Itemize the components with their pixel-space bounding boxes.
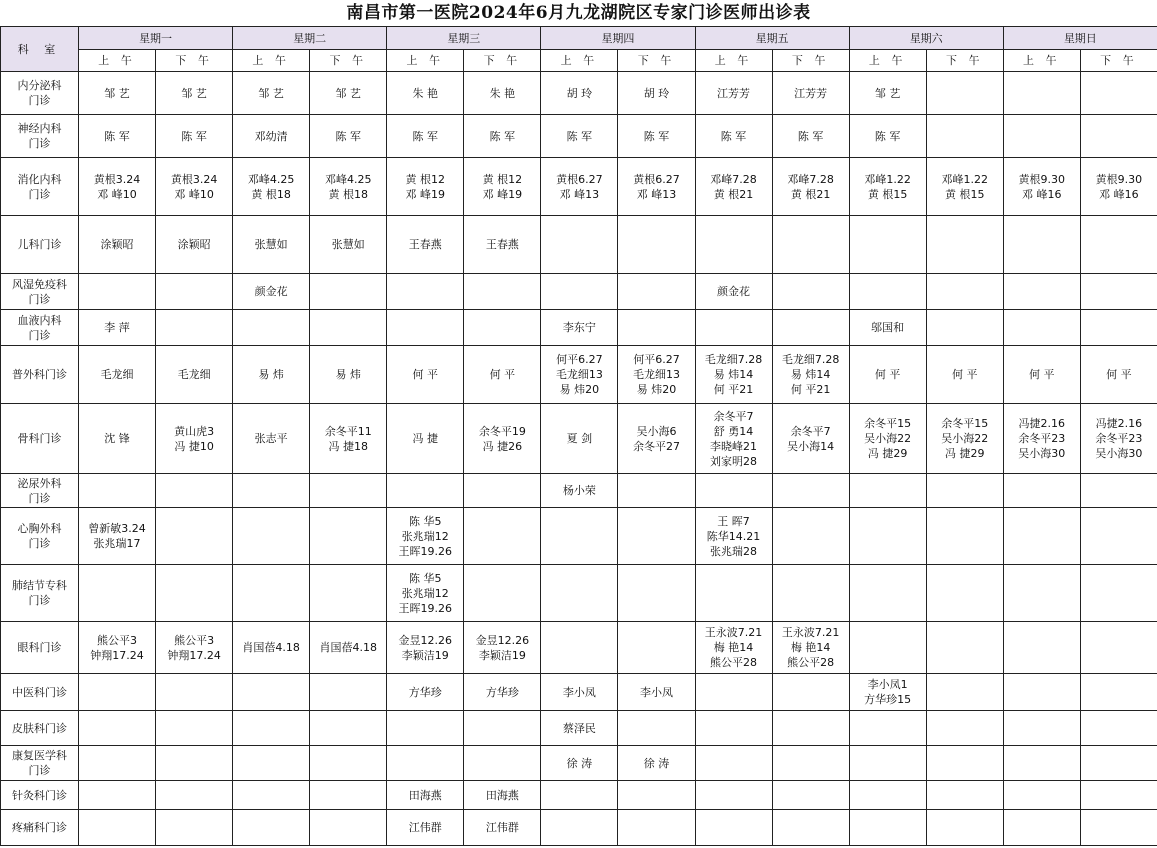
table-row <box>1 674 1157 711</box>
doctor-cell <box>618 810 695 846</box>
doctor-cell <box>233 565 310 622</box>
doctor-cell: 邓峰1.22 黄 根15 <box>849 158 926 216</box>
doctor-cell <box>541 565 618 622</box>
doctor-cell: 邓幼清 <box>233 115 310 158</box>
doctor-cell: 陈 军 <box>618 115 695 158</box>
doctor-cell: 王永波7.21 梅 艳14 熊公平28 <box>695 622 772 674</box>
doctor-cell <box>618 274 695 310</box>
afternoon-header: 下 午 <box>926 50 1003 72</box>
day-header: 星期一 <box>79 27 233 50</box>
doctor-cell: 田海燕 <box>464 781 541 810</box>
doctor-cell <box>618 622 695 674</box>
doctor-cell <box>1003 622 1080 674</box>
doctor-cell <box>618 216 695 274</box>
table-row <box>1 711 1157 746</box>
afternoon-header: 下 午 <box>156 50 233 72</box>
doctor-cell <box>541 810 618 846</box>
doctor-cell: 张慧如 <box>310 216 387 274</box>
doctor-cell <box>233 781 310 810</box>
doctor-cell <box>926 310 1003 346</box>
table-row <box>1 115 1157 158</box>
doctor-cell <box>695 310 772 346</box>
doctor-cell: 易 炜 <box>310 346 387 404</box>
department-cell: 骨科门诊 <box>1 404 79 474</box>
doctor-cell: 江伟群 <box>464 810 541 846</box>
doctor-cell <box>79 674 156 711</box>
doctor-cell <box>464 508 541 565</box>
doctor-cell <box>772 216 849 274</box>
doctor-cell <box>1003 746 1080 781</box>
table-row <box>1 474 1157 508</box>
schedule-table <box>0 26 1157 846</box>
doctor-cell: 沈 锋 <box>79 404 156 474</box>
doctor-cell: 余冬平11 冯 捷18 <box>310 404 387 474</box>
doctor-cell: 冯捷2.16 余冬平23 吴小海30 <box>1003 404 1080 474</box>
doctor-cell: 金昱12.26 李颖洁19 <box>387 622 464 674</box>
table-row <box>1 310 1157 346</box>
department-cell: 神经内科 门诊 <box>1 115 79 158</box>
doctor-cell: 朱 艳 <box>464 72 541 115</box>
doctor-cell: 熊公平3 钟翔17.24 <box>156 622 233 674</box>
doctor-cell <box>926 508 1003 565</box>
table-row <box>1 746 1157 781</box>
doctor-cell: 徐 涛 <box>541 746 618 781</box>
doctor-cell <box>79 711 156 746</box>
doctor-cell: 陈 军 <box>772 115 849 158</box>
doctor-cell <box>772 310 849 346</box>
doctor-cell <box>79 274 156 310</box>
morning-header: 上 午 <box>849 50 926 72</box>
doctor-cell <box>772 508 849 565</box>
doctor-cell: 毛龙细7.28 易 炜14 何 平21 <box>772 346 849 404</box>
doctor-cell <box>156 810 233 846</box>
doctor-cell: 胡 玲 <box>541 72 618 115</box>
doctor-cell <box>1080 474 1157 508</box>
doctor-cell <box>849 216 926 274</box>
doctor-cell <box>1080 711 1157 746</box>
doctor-cell <box>310 781 387 810</box>
doctor-cell: 余冬平7 吴小海14 <box>772 404 849 474</box>
doctor-cell <box>310 274 387 310</box>
doctor-cell <box>926 781 1003 810</box>
doctor-cell <box>156 711 233 746</box>
morning-header: 上 午 <box>233 50 310 72</box>
doctor-cell: 黄根9.30 邓 峰16 <box>1003 158 1080 216</box>
doctor-cell: 李小凤1 方华珍15 <box>849 674 926 711</box>
doctor-cell: 毛龙细 <box>156 346 233 404</box>
doctor-cell: 陈 军 <box>849 115 926 158</box>
doctor-cell <box>233 746 310 781</box>
doctor-cell: 李 萍 <box>79 310 156 346</box>
doctor-cell <box>618 508 695 565</box>
doctor-cell: 涂颖昭 <box>156 216 233 274</box>
doctor-cell <box>233 508 310 565</box>
doctor-cell <box>541 274 618 310</box>
doctor-cell <box>1003 474 1080 508</box>
doctor-cell <box>1080 781 1157 810</box>
doctor-cell: 李小凤 <box>618 674 695 711</box>
doctor-cell: 王 晖7 陈华14.21 张兆瑞28 <box>695 508 772 565</box>
doctor-cell <box>233 310 310 346</box>
doctor-cell: 何 平 <box>1080 346 1157 404</box>
table-row <box>1 346 1157 404</box>
doctor-cell <box>695 810 772 846</box>
doctor-cell <box>464 711 541 746</box>
doctor-cell <box>926 565 1003 622</box>
doctor-cell: 黄根3.24 邓 峰10 <box>79 158 156 216</box>
doctor-cell <box>310 310 387 346</box>
doctor-cell <box>1080 622 1157 674</box>
doctor-cell: 李东宁 <box>541 310 618 346</box>
doctor-cell <box>541 508 618 565</box>
doctor-cell <box>772 274 849 310</box>
doctor-cell <box>618 781 695 810</box>
doctor-cell: 肖国蓓4.18 <box>233 622 310 674</box>
department-cell: 针灸科门诊 <box>1 781 79 810</box>
doctor-cell <box>849 474 926 508</box>
doctor-cell: 邹 艺 <box>233 72 310 115</box>
doctor-cell <box>233 810 310 846</box>
doctor-cell <box>464 746 541 781</box>
doctor-cell: 李小凤 <box>541 674 618 711</box>
doctor-cell: 田海燕 <box>387 781 464 810</box>
department-cell: 肺结节专科 门诊 <box>1 565 79 622</box>
table-row <box>1 216 1157 274</box>
doctor-cell: 邓峰7.28 黄 根21 <box>772 158 849 216</box>
doctor-cell: 江伟群 <box>387 810 464 846</box>
doctor-cell: 黄根6.27 邓 峰13 <box>618 158 695 216</box>
doctor-cell: 余冬平15 吴小海22 冯 捷29 <box>926 404 1003 474</box>
doctor-cell: 余冬平19 冯 捷26 <box>464 404 541 474</box>
doctor-cell <box>310 711 387 746</box>
doctor-cell <box>1003 216 1080 274</box>
day-header: 星期五 <box>695 27 849 50</box>
department-cell: 血液内科 门诊 <box>1 310 79 346</box>
doctor-cell: 夏 剑 <box>541 404 618 474</box>
doctor-cell <box>156 274 233 310</box>
doctor-cell: 邹 艺 <box>79 72 156 115</box>
day-header: 星期日 <box>1003 27 1157 50</box>
doctor-cell: 陈 军 <box>156 115 233 158</box>
doctor-cell <box>1003 674 1080 711</box>
doctor-cell: 陈 军 <box>464 115 541 158</box>
doctor-cell: 江芳芳 <box>772 72 849 115</box>
afternoon-header: 下 午 <box>310 50 387 72</box>
doctor-cell: 肖国蓓4.18 <box>310 622 387 674</box>
doctor-cell <box>926 216 1003 274</box>
doctor-cell: 朱 艳 <box>387 72 464 115</box>
doctor-cell: 陈 军 <box>79 115 156 158</box>
doctor-cell: 陈 华5 张兆瑞12 王晖19.26 <box>387 508 464 565</box>
doctor-cell <box>156 565 233 622</box>
doctor-cell: 何 平 <box>464 346 541 404</box>
doctor-cell <box>849 274 926 310</box>
doctor-cell <box>926 746 1003 781</box>
doctor-cell: 何 平 <box>849 346 926 404</box>
doctor-cell: 邓峰1.22 黄 根15 <box>926 158 1003 216</box>
doctor-cell <box>772 711 849 746</box>
doctor-cell: 何 平 <box>387 346 464 404</box>
morning-header: 上 午 <box>541 50 618 72</box>
doctor-cell <box>926 622 1003 674</box>
doctor-cell <box>464 565 541 622</box>
doctor-cell: 金昱12.26 李颖洁19 <box>464 622 541 674</box>
day-header: 星期四 <box>541 27 695 50</box>
doctor-cell: 陈 军 <box>541 115 618 158</box>
department-cell: 疼痛科门诊 <box>1 810 79 846</box>
doctor-cell <box>541 781 618 810</box>
department-cell: 普外科门诊 <box>1 346 79 404</box>
doctor-cell <box>849 810 926 846</box>
doctor-cell: 胡 玲 <box>618 72 695 115</box>
doctor-cell <box>1003 72 1080 115</box>
afternoon-header: 下 午 <box>618 50 695 72</box>
doctor-cell: 杨小荣 <box>541 474 618 508</box>
doctor-cell <box>464 274 541 310</box>
doctor-cell <box>1080 72 1157 115</box>
doctor-cell: 邹 艺 <box>156 72 233 115</box>
morning-header: 上 午 <box>695 50 772 72</box>
doctor-cell <box>541 216 618 274</box>
doctor-cell: 冯捷2.16 余冬平23 吴小海30 <box>1080 404 1157 474</box>
doctor-cell: 黄山虎3 冯 捷10 <box>156 404 233 474</box>
morning-header: 上 午 <box>79 50 156 72</box>
doctor-cell: 曾新敏3.24 张兆瑞17 <box>79 508 156 565</box>
doctor-cell <box>464 474 541 508</box>
doctor-cell: 邬国和 <box>849 310 926 346</box>
doctor-cell <box>1003 115 1080 158</box>
doctor-cell: 熊公平3 钟翔17.24 <box>79 622 156 674</box>
doctor-cell: 涂颖昭 <box>79 216 156 274</box>
doctor-cell <box>387 310 464 346</box>
doctor-cell <box>156 310 233 346</box>
doctor-cell <box>156 746 233 781</box>
doctor-cell <box>1080 565 1157 622</box>
doctor-cell <box>1080 115 1157 158</box>
doctor-cell <box>695 474 772 508</box>
doctor-cell: 毛龙细7.28 易 炜14 何 平21 <box>695 346 772 404</box>
table-row <box>1 72 1157 115</box>
doctor-cell <box>156 508 233 565</box>
doctor-cell <box>310 565 387 622</box>
doctor-cell: 黄根3.24 邓 峰10 <box>156 158 233 216</box>
doctor-cell <box>926 674 1003 711</box>
doctor-cell <box>1080 274 1157 310</box>
department-cell: 儿科门诊 <box>1 216 79 274</box>
doctor-cell: 张志平 <box>233 404 310 474</box>
department-cell: 康复医学科 门诊 <box>1 746 79 781</box>
department-cell: 眼科门诊 <box>1 622 79 674</box>
doctor-cell: 余冬平7 舒 勇14 李晓峰21 刘家明28 <box>695 404 772 474</box>
doctor-cell <box>618 310 695 346</box>
doctor-cell: 方华珍 <box>387 674 464 711</box>
doctor-cell <box>541 622 618 674</box>
doctor-cell <box>1080 674 1157 711</box>
doctor-cell: 陈 军 <box>695 115 772 158</box>
doctor-cell: 黄 根12 邓 峰19 <box>464 158 541 216</box>
doctor-cell: 何 平 <box>1003 346 1080 404</box>
doctor-cell: 张慧如 <box>233 216 310 274</box>
doctor-cell <box>849 508 926 565</box>
doctor-cell <box>772 781 849 810</box>
day-header: 星期六 <box>849 27 1003 50</box>
doctor-cell <box>79 781 156 810</box>
department-cell: 泌尿外科 门诊 <box>1 474 79 508</box>
doctor-cell: 蔡泽民 <box>541 711 618 746</box>
doctor-cell: 徐 涛 <box>618 746 695 781</box>
doctor-cell <box>1003 565 1080 622</box>
department-cell: 心胸外科 门诊 <box>1 508 79 565</box>
doctor-cell <box>926 711 1003 746</box>
doctor-cell <box>849 711 926 746</box>
day-header: 星期二 <box>233 27 387 50</box>
doctor-cell <box>1003 274 1080 310</box>
morning-header: 上 午 <box>387 50 464 72</box>
doctor-cell: 黄根6.27 邓 峰13 <box>541 158 618 216</box>
doctor-cell <box>1080 746 1157 781</box>
doctor-cell <box>926 72 1003 115</box>
department-cell: 中医科门诊 <box>1 674 79 711</box>
department-cell: 内分泌科 门诊 <box>1 72 79 115</box>
doctor-cell: 黄 根12 邓 峰19 <box>387 158 464 216</box>
doctor-cell <box>695 781 772 810</box>
doctor-cell <box>1080 810 1157 846</box>
doctor-cell <box>849 565 926 622</box>
doctor-cell: 邓峰4.25 黄 根18 <box>310 158 387 216</box>
doctor-cell <box>1080 508 1157 565</box>
table-row <box>1 810 1157 846</box>
doctor-cell <box>1080 310 1157 346</box>
doctor-cell: 陈 军 <box>310 115 387 158</box>
table-row <box>1 622 1157 674</box>
doctor-cell <box>772 565 849 622</box>
doctor-cell <box>1003 711 1080 746</box>
doctor-cell: 陈 华5 张兆瑞12 王晖19.26 <box>387 565 464 622</box>
doctor-cell <box>849 781 926 810</box>
doctor-cell: 颜金花 <box>233 274 310 310</box>
table-row <box>1 158 1157 216</box>
doctor-cell <box>310 746 387 781</box>
doctor-cell <box>1003 310 1080 346</box>
doctor-cell: 江芳芳 <box>695 72 772 115</box>
doctor-cell <box>618 474 695 508</box>
doctor-cell <box>156 781 233 810</box>
doctor-cell <box>156 674 233 711</box>
table-row <box>1 274 1157 310</box>
doctor-cell <box>310 810 387 846</box>
doctor-cell: 王春燕 <box>464 216 541 274</box>
doctor-cell <box>695 674 772 711</box>
doctor-cell <box>156 474 233 508</box>
doctor-cell <box>79 810 156 846</box>
doctor-cell: 余冬平15 吴小海22 冯 捷29 <box>849 404 926 474</box>
doctor-cell <box>310 674 387 711</box>
morning-header: 上 午 <box>1003 50 1080 72</box>
doctor-cell <box>926 274 1003 310</box>
doctor-cell: 吴小海6 余冬平27 <box>618 404 695 474</box>
dept-header: 科 室 <box>1 27 79 72</box>
doctor-cell <box>233 674 310 711</box>
doctor-cell: 何平6.27 毛龙细13 易 炜20 <box>618 346 695 404</box>
table-row <box>1 565 1157 622</box>
doctor-cell <box>79 565 156 622</box>
doctor-cell <box>772 474 849 508</box>
doctor-cell: 邹 艺 <box>310 72 387 115</box>
doctor-cell <box>1080 216 1157 274</box>
table-row <box>1 404 1157 474</box>
doctor-cell <box>618 711 695 746</box>
doctor-cell <box>695 746 772 781</box>
day-header: 星期三 <box>387 27 541 50</box>
doctor-cell: 王春燕 <box>387 216 464 274</box>
doctor-cell <box>849 746 926 781</box>
doctor-cell: 毛龙细 <box>79 346 156 404</box>
doctor-cell <box>387 711 464 746</box>
doctor-cell <box>926 474 1003 508</box>
doctor-cell: 邹 艺 <box>849 72 926 115</box>
doctor-cell <box>926 810 1003 846</box>
doctor-cell: 何平6.27 毛龙细13 易 炜20 <box>541 346 618 404</box>
doctor-cell <box>79 474 156 508</box>
table-row <box>1 508 1157 565</box>
doctor-cell <box>772 746 849 781</box>
doctor-cell <box>772 810 849 846</box>
department-cell: 消化内科 门诊 <box>1 158 79 216</box>
doctor-cell <box>695 711 772 746</box>
doctor-cell <box>695 216 772 274</box>
doctor-cell <box>926 115 1003 158</box>
doctor-cell: 陈 军 <box>387 115 464 158</box>
doctor-cell <box>310 474 387 508</box>
doctor-cell <box>1003 810 1080 846</box>
doctor-cell <box>772 674 849 711</box>
doctor-cell: 方华珍 <box>464 674 541 711</box>
doctor-cell: 易 炜 <box>233 346 310 404</box>
doctor-cell <box>387 274 464 310</box>
doctor-cell <box>310 508 387 565</box>
doctor-cell: 何 平 <box>926 346 1003 404</box>
doctor-cell <box>387 746 464 781</box>
afternoon-header: 下 午 <box>772 50 849 72</box>
doctor-cell <box>695 565 772 622</box>
doctor-cell <box>1003 508 1080 565</box>
doctor-cell: 邓峰7.28 黄 根21 <box>695 158 772 216</box>
doctor-cell: 王永波7.21 梅 艳14 熊公平28 <box>772 622 849 674</box>
doctor-cell <box>849 622 926 674</box>
doctor-cell <box>233 474 310 508</box>
doctor-cell: 邓峰4.25 黄 根18 <box>233 158 310 216</box>
doctor-cell: 冯 捷 <box>387 404 464 474</box>
doctor-cell: 黄根9.30 邓 峰16 <box>1080 158 1157 216</box>
page-title: 南昌市第一医院2024年6月九龙湖院区专家门诊医师出诊表 <box>346 3 811 23</box>
doctor-cell <box>618 565 695 622</box>
afternoon-header: 下 午 <box>464 50 541 72</box>
afternoon-header: 下 午 <box>1080 50 1157 72</box>
doctor-cell <box>464 310 541 346</box>
department-cell: 皮肤科门诊 <box>1 711 79 746</box>
doctor-cell <box>387 474 464 508</box>
department-cell: 风湿免疫科 门诊 <box>1 274 79 310</box>
doctor-cell <box>79 746 156 781</box>
doctor-cell <box>1003 781 1080 810</box>
doctor-cell <box>233 711 310 746</box>
table-row <box>1 781 1157 810</box>
doctor-cell: 颜金花 <box>695 274 772 310</box>
